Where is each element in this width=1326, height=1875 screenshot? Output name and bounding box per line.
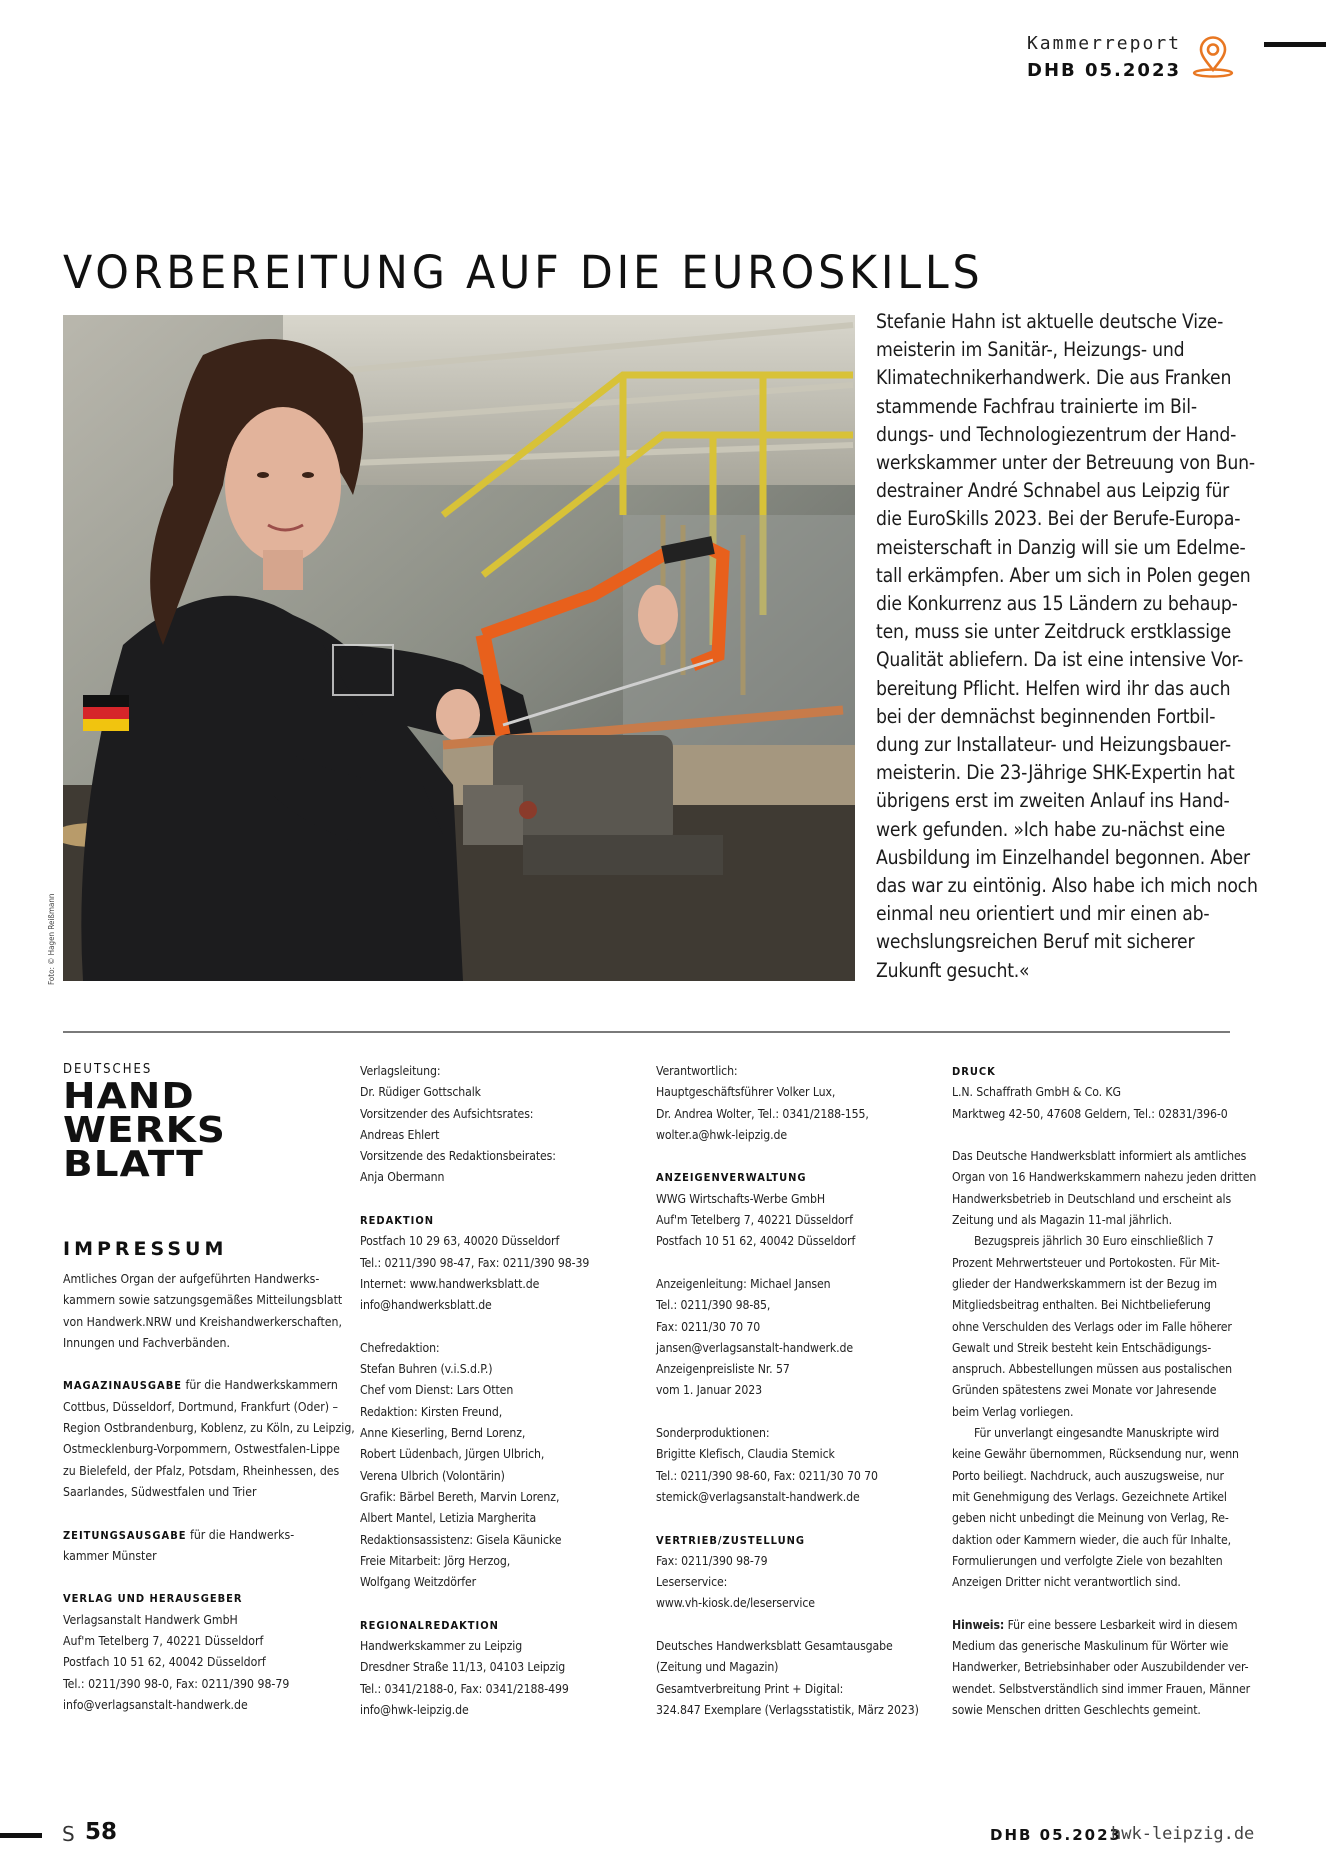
text-line: 324.847 Exemplare (Verlagsstatistik, März 2023) xyxy=(656,1702,919,1717)
text-line: Handwerker, Betriebsinhaber oder Auszubildender ver- xyxy=(952,1660,1249,1675)
logo-top: DEUTSCHES xyxy=(63,1062,153,1077)
text-line: Tel.: 0211/390 98-0, Fax: 0211/390 98-79 xyxy=(63,1676,290,1691)
text-line: Grafik: Bärbel Bereth, Marvin Lorenz, xyxy=(360,1489,560,1504)
article-line: Stefanie Hahn ist aktuelle deutsche Vize- xyxy=(876,310,1224,333)
text-line: Amtliches Organ der aufgeführten Handwerks- xyxy=(63,1272,320,1286)
text-line: Mitgliedsbeitrag enthalten. Bei Nichtbelieferung xyxy=(952,1298,1211,1313)
article-line: ten, muss sie unter Zeitdruck erstklassige xyxy=(876,620,1232,644)
text-line: WWG Wirtschafts-Werbe GmbH xyxy=(656,1191,825,1206)
hinweis-heading: Hinweis: xyxy=(952,1617,1005,1632)
hinweis-line xyxy=(952,1615,1242,1636)
email-link[interactable]: info@hwk-leipzig.de xyxy=(360,1702,469,1717)
text-line: kammer Münster xyxy=(63,1548,157,1563)
verlag-heading: VERLAG UND HERAUSGEBER xyxy=(63,1592,243,1606)
text-line: Handwerkskammer zu Leipzig xyxy=(360,1639,523,1654)
article-line: Zukunft gesucht.« xyxy=(876,958,1030,982)
text-line: ohne Verschulden des Verlags oder im Falle höherer xyxy=(952,1319,1232,1334)
text-line: Gewalt und Streik besteht kein Entschädigungs- xyxy=(952,1340,1212,1355)
text-line: Postfach 10 51 62, 40042 Düsseldorf xyxy=(63,1655,266,1670)
text-line: kammern sowie satzungsgemäßes Mitteilungsblatt xyxy=(63,1293,343,1308)
zeitung-line xyxy=(63,1525,353,1546)
text-line: Marktweg 42-50, 47608 Geldern, Tel.: 02831/396-0 xyxy=(952,1106,1228,1121)
article-line: stammende Fachfrau trainierte im Bil- xyxy=(876,394,1197,418)
text-line: Albert Mantel, Letizia Margherita xyxy=(360,1511,537,1526)
text-line: beim Verlag vorliegen. xyxy=(952,1404,1074,1419)
text-line: Das Deutsche Handwerksblatt informiert als amtliches xyxy=(952,1149,1247,1164)
magazin-heading: MAGAZINAUSGABE xyxy=(63,1379,182,1393)
text-line: Anja Obermann xyxy=(360,1170,445,1185)
article-line: werkskammer unter der Betreuung von Bun- xyxy=(876,451,1255,475)
text-line: Anzeigen Dritter nicht verantwortlich sind. xyxy=(952,1575,1181,1590)
text-line: geben nicht unbedingt die Meinung von Verlag, Re- xyxy=(952,1511,1229,1526)
text-line: Innungen und Fachverbänden. xyxy=(63,1335,230,1350)
location-pin-icon xyxy=(1190,36,1236,82)
impressum-title: IMPRESSUM xyxy=(63,1238,228,1260)
text-line: keine Gewähr übernommen, Rücksendung nur, wenn xyxy=(952,1447,1239,1462)
article-title: VORBEREITUNG AUF DIE EUROSKILLS xyxy=(63,246,984,299)
vertrieb-heading: VERTRIEB/ZUSTELLUNG xyxy=(656,1533,806,1547)
article-line: meisterschaft in Danzig will sie um Edelme- xyxy=(876,535,1246,559)
article-line: einmal neu orientiert und mir einen ab- xyxy=(876,902,1210,926)
text-line: sowie Menschen dritten Geschlechts gemeint. xyxy=(952,1702,1201,1717)
regionalredaktion-heading: REGIONALREDAKTION xyxy=(360,1618,499,1632)
masthead-logo xyxy=(63,1061,353,1186)
email-link[interactable]: wolter.a@hwk-leipzig.de xyxy=(656,1127,788,1142)
anzeigenverwaltung-heading: ANZEIGENVERWALTUNG xyxy=(656,1171,807,1185)
text-line: Anne Kieserling, Bernd Lorenz, xyxy=(360,1426,526,1441)
text-line: (Zeitung und Magazin) xyxy=(656,1660,779,1675)
text-line: Hauptgeschäftsführer Volker Lux, xyxy=(656,1085,836,1100)
header-rule xyxy=(1264,42,1326,47)
text-line: Vorsitzende des Redaktionsbeirates: xyxy=(360,1149,556,1164)
footer-rule xyxy=(0,1833,42,1838)
footer-website-link[interactable]: hwk-leipzig.de xyxy=(1111,1824,1255,1844)
section-label: Kammerreport xyxy=(1026,33,1181,54)
text-line: vom 1. Januar 2023 xyxy=(656,1383,762,1398)
zeitung-heading: ZEITUNGSAUSGABE xyxy=(63,1528,187,1542)
text-line: Tel.: 0211/390 98-47, Fax: 0211/390 98-39 xyxy=(360,1255,590,1270)
text-line: Auf'm Tetelberg 7, 40221 Düsseldorf xyxy=(63,1634,264,1649)
text-line: daktion oder Kammern wieder, die auch für Inhalte, xyxy=(952,1532,1231,1547)
article-line: destrainer André Schnabel aus Leipzig für xyxy=(876,479,1230,503)
article-line: meisterin im Sanitär-, Heizungs- und xyxy=(876,338,1185,362)
magazin-line xyxy=(63,1375,353,1396)
text-line: Redaktionsassistenz: Gisela Käunicke xyxy=(360,1532,562,1547)
text-line: Postfach 10 29 63, 40020 Düsseldorf xyxy=(360,1234,560,1249)
text-line: Verlagsanstalt Handwerk GmbH xyxy=(63,1612,238,1627)
text-line: Tel.: 0211/390 98-85, xyxy=(656,1298,771,1313)
page-number: 58 xyxy=(85,1819,118,1845)
article-line: das war zu eintönig. Also habe ich mich noch xyxy=(876,874,1258,898)
article-line: wechslungsreichen Beruf mit sicherer xyxy=(876,930,1195,954)
text-line: Wolfgang Weitzdörfer xyxy=(360,1575,477,1590)
website-link[interactable]: Internet: www.handwerksblatt.de xyxy=(360,1276,540,1291)
text-line: Vorsitzender des Aufsichtsrates: xyxy=(360,1106,534,1121)
text-line: Prozent Mehrwertsteuer und Portokosten. Für Mit- xyxy=(952,1255,1220,1270)
text-line: Formulierungen und verfolgte Ziele von bezahlten xyxy=(952,1553,1223,1568)
text-line: Anzeigenleitung: Michael Jansen xyxy=(656,1276,831,1291)
article-line: die Konkurrenz aus 15 Ländern zu behaup- xyxy=(876,592,1238,616)
impressum-col-3 xyxy=(656,1061,946,1721)
text-line: Sonderproduktionen: xyxy=(656,1426,770,1441)
article-line: werk gefunden. »Ich habe zu-nächst eine xyxy=(876,817,1226,841)
text-line: Cottbus, Düsseldorf, Dortmund, Frankfurt (Oder) – xyxy=(63,1399,339,1414)
text-line: wendet. Selbstverständlich sind immer Frauen, Männer xyxy=(952,1681,1250,1696)
text-line: Tel.: 0341/2188-0, Fax: 0341/2188-499 xyxy=(360,1681,569,1696)
text-line: Dresdner Straße 11/13, 04103 Leipzig xyxy=(360,1660,566,1675)
text-line: Zeitung und als Magazin 11-mal jährlich. xyxy=(952,1213,1172,1228)
text-line: für die Handwerkskammern xyxy=(182,1378,338,1393)
text-line: Ostmecklenburg-Vorpommern, Ostwestfalen-Lippe xyxy=(63,1442,340,1457)
article-line: übrigens erst im zweiten Anlauf ins Hand- xyxy=(876,789,1230,813)
text-line: Postfach 10 51 62, 40042 Düsseldorf xyxy=(656,1234,856,1249)
logo-line-2: WERKS xyxy=(63,1110,226,1152)
email-link[interactable]: stemick@verlagsanstalt-handwerk.de xyxy=(656,1489,860,1504)
photo-credit: Foto: © Hagen Reißmann xyxy=(47,893,56,985)
text-line: Brigitte Klefisch, Claudia Stemick xyxy=(656,1447,835,1462)
text-line: mit Genehmigung des Verlags. Gezeichnete Artikel xyxy=(952,1489,1227,1504)
text-line: Handwerksbetrieb in Deutschland und erscheint als xyxy=(952,1191,1232,1206)
article-line: meisterin. Die 23-Jährige SHK-Expertin hat xyxy=(876,761,1235,785)
druck-heading: DRUCK xyxy=(952,1065,996,1078)
article-line: Ausbildung im Einzelhandel begonnen. Aber xyxy=(876,845,1250,869)
text-line: Dr. Andrea Wolter, Tel.: 0341/2188-155, xyxy=(656,1106,869,1121)
article-line: dung zur Installateur- und Heizungsbauer- xyxy=(876,733,1231,757)
website-link[interactable]: www.vh-kiosk.de/leserservice xyxy=(656,1596,815,1611)
logo-line-3: BLATT xyxy=(63,1144,204,1186)
text-line: Redaktion: Kirsten Freund, xyxy=(360,1404,503,1419)
email-link[interactable]: info@handwerksblatt.de xyxy=(360,1298,492,1313)
text-line: Anzeigenpreisliste Nr. 57 xyxy=(656,1362,790,1377)
text-line: Tel.: 0211/390 98-60, Fax: 0211/30 70 70 xyxy=(656,1468,878,1483)
article-line: bereitung Pflicht. Helfen wird ihr das auch xyxy=(876,676,1231,700)
text-line: Leserservice: xyxy=(656,1575,728,1590)
article-line: Qualität abliefern. Da ist eine intensive Vor- xyxy=(876,648,1244,672)
email-link[interactable]: info@verlagsanstalt-handwerk.de xyxy=(63,1697,248,1712)
text-line: Chefredaktion: xyxy=(360,1340,440,1355)
text-line: Saarlandes, Südwestfalen und Trier xyxy=(63,1484,257,1499)
email-link[interactable]: jansen@verlagsanstalt-handwerk.de xyxy=(656,1340,854,1355)
text-line: Region Ostbrandenburg, Koblenz, zu Köln, zu Leipzig, xyxy=(63,1421,355,1436)
text-line: Gesamtverbreitung Print + Digital: xyxy=(656,1681,844,1696)
text-line: Bezugspreis jährlich 30 Euro einschließlich 7 xyxy=(974,1234,1214,1249)
issue-label: DHB 05.2023 xyxy=(1027,60,1181,81)
text-line: Fax: 0211/390 98-79 xyxy=(656,1553,768,1568)
text-line: L.N. Schaffrath GmbH & Co. KG xyxy=(952,1085,1121,1100)
text-line: Freie Mitarbeit: Jörg Herzog, xyxy=(360,1553,511,1568)
text-line: von Handwerk.NRW und Kreishandwerkerschaften, xyxy=(63,1314,342,1329)
footer-issue: DHB 05.2023 xyxy=(990,1826,1122,1844)
text-line: Für eine bessere Lesbarkeit wird in diesem xyxy=(1004,1617,1238,1632)
article-line: die EuroSkills 2023. Bei der Berufe-Europa- xyxy=(876,507,1241,531)
text-line: Auf'm Tetelberg 7, 40221 Düsseldorf xyxy=(656,1213,853,1228)
text-line: Für unverlangt eingesandte Manuskripte wird xyxy=(974,1426,1220,1441)
text-line: anspruch. Abbestellungen müssen aus postalischen xyxy=(952,1362,1232,1377)
text-line: Dr. Rüdiger Gottschalk xyxy=(360,1085,481,1100)
impressum-col-1 xyxy=(63,1269,353,1716)
text-line: Fax: 0211/30 70 70 xyxy=(656,1319,761,1334)
text-line: Andreas Ehlert xyxy=(360,1127,440,1142)
text-line: Verena Ulbrich (Volontärin) xyxy=(360,1468,505,1483)
page-prefix: S xyxy=(62,1822,75,1846)
text-line: zu Bielefeld, der Pfalz, Potsdam, Rheinhessen, des xyxy=(63,1463,340,1478)
section-divider xyxy=(63,1031,1230,1033)
text-line: glieder der Handwerkskammern ist der Bezug im xyxy=(952,1276,1217,1291)
text-line: Gründen spätestens zwei Monate vor Jahresende xyxy=(952,1383,1217,1398)
text-line: Verlagsleitung: xyxy=(360,1064,441,1078)
article-line: dungs- und Technologiezentrum der Hand- xyxy=(876,422,1237,446)
text-line: Stefan Buhren (v.i.S.d.P.) xyxy=(360,1362,493,1377)
workshop-photo-illustration xyxy=(63,315,855,981)
article-line: tall erkämpfen. Aber um sich in Polen gegen xyxy=(876,563,1251,587)
article-line: Klimatechnikerhandwerk. Die aus Franken xyxy=(876,366,1232,390)
text-line: Chef vom Dienst: Lars Otten xyxy=(360,1383,514,1398)
redaktion-heading: REDAKTION xyxy=(360,1214,435,1228)
text-line: Medium das generische Maskulinum für Wörter wie xyxy=(952,1639,1229,1654)
impressum-col-4 xyxy=(952,1061,1257,1721)
text-line: Porto beiliegt. Nachdruck, auch auszugsweise, nur xyxy=(952,1468,1224,1483)
text-line: für die Handwerks- xyxy=(186,1527,295,1542)
logo-line-1: HAND xyxy=(63,1076,195,1118)
article-photo xyxy=(63,315,855,981)
text-line: Robert Lüdenbach, Jürgen Ulbrich, xyxy=(360,1447,545,1462)
text-line: Verantwortlich: xyxy=(656,1064,738,1078)
article-line: bei der demnächst beginnenden Fortbil- xyxy=(876,704,1216,728)
text-line: Organ von 16 Handwerkskammern nahezu jeden dritten xyxy=(952,1170,1257,1185)
impressum-col-2 xyxy=(360,1061,650,1721)
article-body xyxy=(876,308,1258,985)
text-line: Deutsches Handwerksblatt Gesamtausgabe xyxy=(656,1639,893,1654)
